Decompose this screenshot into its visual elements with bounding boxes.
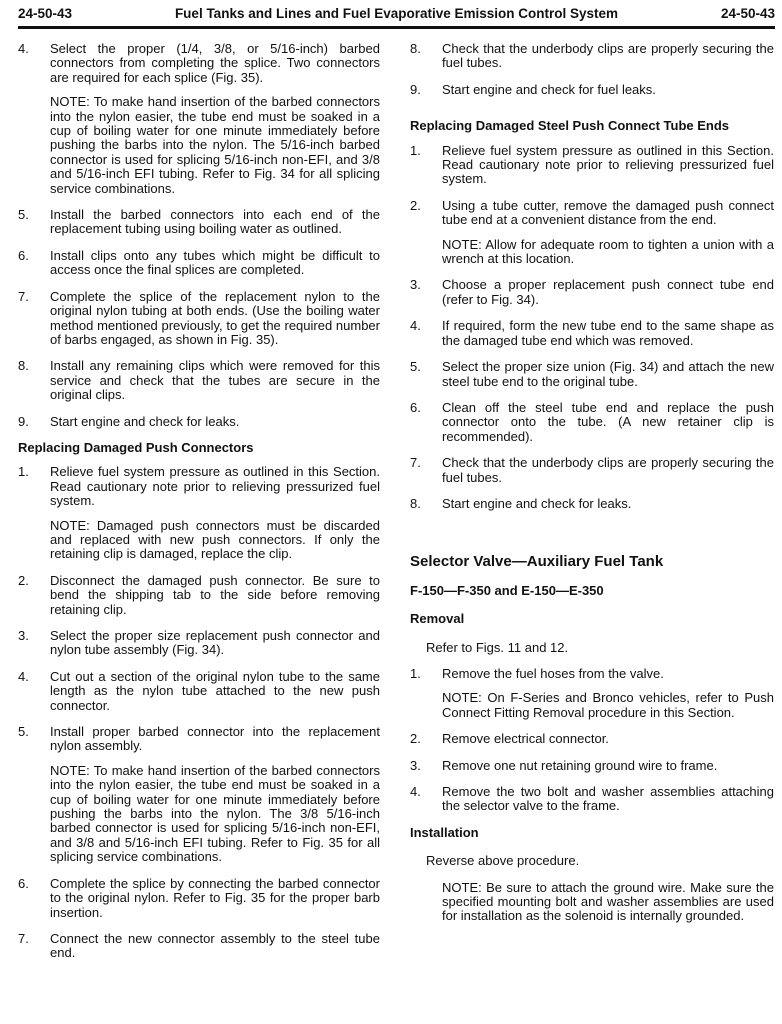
step-number: 5. — [18, 207, 29, 223]
installation-heading: Installation — [410, 824, 479, 840]
step-body — [50, 465, 380, 561]
step-note: NOTE: To make hand insertion of the barbed connectors into the nylon easier, the tube end must be soaked in a cup of boiling water for one minute immediately before pushing the barbs into the nylon. The 3/8 5/16-inch barbed connector is used for splicing 5/16-inch non-EFI, and 3/8 and 5/16-inch EFI tubing. Refer to Fig. 35 for all splicing service combinations. — [50, 762, 380, 865]
left-column — [18, 42, 380, 973]
step-text: Start engine and check for fuel leaks. — [442, 81, 656, 97]
step-item — [410, 667, 774, 720]
step-item — [410, 456, 774, 485]
step-number: 8. — [410, 41, 421, 56]
step-text: Using a tube cutter, remove the damaged push connect tube end at a convenient distance from the end. — [442, 197, 774, 228]
heading-replacing-steel-tube-ends: Replacing Damaged Steel Push Connect Tube Ends — [410, 118, 730, 134]
step-number: 6. — [18, 247, 29, 263]
right-column — [410, 42, 774, 936]
step-number: 4. — [18, 668, 29, 684]
step-item — [410, 42, 774, 71]
step-body — [50, 249, 380, 278]
models-subheading: F-150—F-350 and E-150—E-350 — [410, 582, 604, 598]
step-text: Select the proper size replacement push connector and nylon tube assembly (Fig. 34). — [50, 628, 380, 658]
step-number: 2. — [18, 572, 29, 588]
step-item — [410, 785, 774, 814]
heading-replacing-push-connectors: Replacing Damaged Push Connectors — [18, 439, 254, 455]
step-body — [50, 932, 380, 961]
step-item — [410, 497, 774, 511]
left-bottom-steps — [18, 465, 380, 960]
step-item — [18, 465, 380, 561]
step-text: Cut out a section of the original nylon tube to the same length as the nylon tube attached to the new push connector. — [50, 668, 380, 713]
step-body — [50, 415, 380, 429]
step-text: Check that the underbody clips are properly securing the fuel tubes. — [442, 41, 774, 71]
step-item — [18, 877, 380, 920]
step-text: Clean off the steel tube end and replace the push connector onto the tube. (A new retainer clip is recommended). — [442, 399, 774, 444]
step-number: 4. — [410, 784, 421, 799]
step-note: NOTE: Allow for adequate room to tighten a union with a wrench at this location. — [442, 236, 774, 267]
step-body — [442, 144, 774, 187]
step-text: Complete the splice by connecting the barbed connector to the original nylon. Refer to Fig. 35 for the proper barb insertion. — [50, 875, 380, 920]
step-body — [50, 574, 380, 617]
step-note: NOTE: To make hand insertion of the barbed connectors into the nylon easier, the tube end must be soaked in a cup of boiling water for one minute immediately before pushing the barbs into the nylon. The 5/16-inch barbed connector is used for splicing 5/16-inch non-EFI, and 3/8 and 5/16-inch EFI tubing. Refer to Fig. 34 for all splicing service combinations. — [50, 94, 380, 196]
step-number: 2. — [410, 197, 421, 213]
step-body — [442, 667, 774, 720]
right-top-steps — [410, 42, 774, 97]
step-number: 3. — [410, 277, 421, 293]
step-body — [50, 208, 380, 237]
step-item — [410, 401, 774, 444]
step-number: 7. — [18, 930, 29, 946]
step-text: Select the proper (1/4, 3/8, or 5/16-inch) barbed connectors from completing the splice. Two connectors are required for each splice (Fig. 35). — [50, 41, 380, 85]
step-text: Start engine and check for leaks. — [50, 413, 240, 429]
step-text: Install any remaining clips which were removed for this service and check that the tubes are secure in the original clips. — [50, 358, 380, 403]
step-item — [18, 359, 380, 402]
step-item — [18, 415, 380, 429]
step-text: Choose a proper replacement push connect tube end (refer to Fig. 34). — [442, 277, 774, 307]
installation-note: NOTE: Be sure to attach the ground wire. Make sure the specified mounting bolt and washer assemblies are used for installation as the solenoid is internally grounded. — [442, 879, 774, 924]
step-item — [18, 574, 380, 617]
step-body — [442, 42, 774, 71]
step-text: Relieve fuel system pressure as outlined in this Section. Read cautionary note prior to relieving pressurized fuel system. — [442, 142, 774, 187]
left-top-steps — [18, 42, 380, 429]
step-item — [18, 670, 380, 713]
step-item — [410, 732, 774, 746]
step-text: Remove electrical connector. — [442, 731, 609, 747]
step-number: 5. — [410, 359, 421, 375]
step-body — [442, 199, 774, 267]
step-body — [442, 83, 774, 97]
right-mid-steps — [410, 144, 774, 512]
step-number: 1. — [18, 464, 29, 480]
step-body — [442, 278, 774, 307]
step-number: 3. — [410, 757, 421, 773]
step-text: Install the barbed connectors into each end of the replacement tubing using boiling water as outlined. — [50, 207, 380, 237]
step-body — [442, 759, 774, 773]
step-text: Remove one nut retaining ground wire to frame. — [442, 757, 718, 773]
step-text: Complete the splice of the replacement nylon to the original nylon tubing at both ends. (Use the boiling water method mentioned previously, to get the required number of barbs engaged, as shown in Fig. 35). — [50, 288, 380, 347]
step-body — [442, 360, 774, 389]
step-number: 9. — [18, 413, 29, 429]
step-text: Disconnect the damaged push connector. Be sure to bend the shipping tab to the side before removing retaining clip. — [50, 572, 380, 617]
step-item — [18, 42, 380, 196]
step-body — [442, 497, 774, 511]
step-text: Start engine and check for leaks. — [442, 495, 632, 511]
step-text: Relieve fuel system pressure as outlined in this Section. Read cautionary note prior to relieving pressurized fuel system. — [50, 464, 380, 509]
step-body — [442, 785, 774, 814]
step-text: If required, form the new tube end to the same shape as the damaged tube end which was removed. — [442, 318, 774, 348]
step-item — [18, 725, 380, 865]
removal-steps — [410, 667, 774, 814]
step-text: Install proper barbed connector into the replacement nylon assembly. — [50, 724, 380, 754]
page-number-right: 24-50-43 — [720, 6, 775, 21]
step-body — [442, 401, 774, 444]
step-text: Connect the new connector assembly to the steel tube end. — [50, 930, 380, 961]
step-item — [410, 199, 774, 267]
step-number: 3. — [18, 628, 29, 643]
step-number: 8. — [18, 358, 29, 374]
step-number: 9. — [410, 81, 421, 97]
page-header — [18, 4, 775, 29]
step-body — [50, 359, 380, 402]
step-number: 1. — [410, 665, 421, 681]
step-note: NOTE: On F-Series and Bronco vehicles, refer to Push Connect Fitting Removal procedure in this Section. — [442, 690, 774, 720]
step-text: Check that the underbody clips are properly securing the fuel tubes. — [442, 455, 774, 485]
step-body — [50, 877, 380, 920]
installation-text: Reverse above procedure. — [426, 853, 580, 869]
page-title: Fuel Tanks and Lines and Fuel Evaporative Emission Control System — [174, 6, 619, 21]
step-body — [50, 629, 380, 658]
step-number: 4. — [410, 318, 421, 334]
step-number: 7. — [18, 288, 29, 304]
step-number: 7. — [410, 455, 421, 471]
step-body — [442, 319, 774, 348]
step-text: Remove the two bolt and washer assemblies attaching the selector valve to the frame. — [442, 784, 774, 814]
step-text: Remove the fuel hoses from the valve. — [442, 665, 664, 681]
step-item — [18, 629, 380, 658]
step-item — [410, 278, 774, 307]
step-number: 6. — [18, 875, 29, 891]
step-item — [410, 319, 774, 348]
step-item — [18, 290, 380, 348]
step-item — [410, 83, 774, 97]
step-note: NOTE: Damaged push connectors must be discarded and replaced with new push connectors. If only the retaining clip is damaged, replace the clip. — [50, 517, 380, 562]
step-body — [50, 42, 380, 196]
step-body — [50, 725, 380, 865]
step-item — [18, 932, 380, 961]
step-number: 6. — [410, 399, 421, 415]
step-number: 8. — [410, 495, 421, 511]
step-item — [410, 759, 774, 773]
step-number: 5. — [18, 724, 29, 740]
step-number: 2. — [410, 731, 421, 747]
step-item — [18, 249, 380, 278]
step-text: Select the proper size union (Fig. 34) and attach the new steel tube end to the original tube. — [442, 359, 774, 389]
removal-heading: Removal — [410, 611, 465, 627]
step-number: 1. — [410, 142, 421, 158]
step-body — [50, 670, 380, 713]
step-text: Install clips onto any tubes which might be difficult to access once the final splices are completed. — [50, 247, 380, 278]
step-body — [442, 456, 774, 485]
step-item — [410, 144, 774, 187]
step-item — [18, 208, 380, 237]
step-body — [50, 290, 380, 348]
step-number: 4. — [18, 41, 29, 56]
page-number-left: 24-50-43 — [18, 6, 73, 21]
step-item — [410, 360, 774, 389]
removal-refer-text: Refer to Figs. 11 and 12. — [426, 639, 569, 655]
section-title-selector-valve: Selector Valve—Auxiliary Fuel Tank — [410, 553, 664, 571]
step-body — [442, 732, 774, 746]
